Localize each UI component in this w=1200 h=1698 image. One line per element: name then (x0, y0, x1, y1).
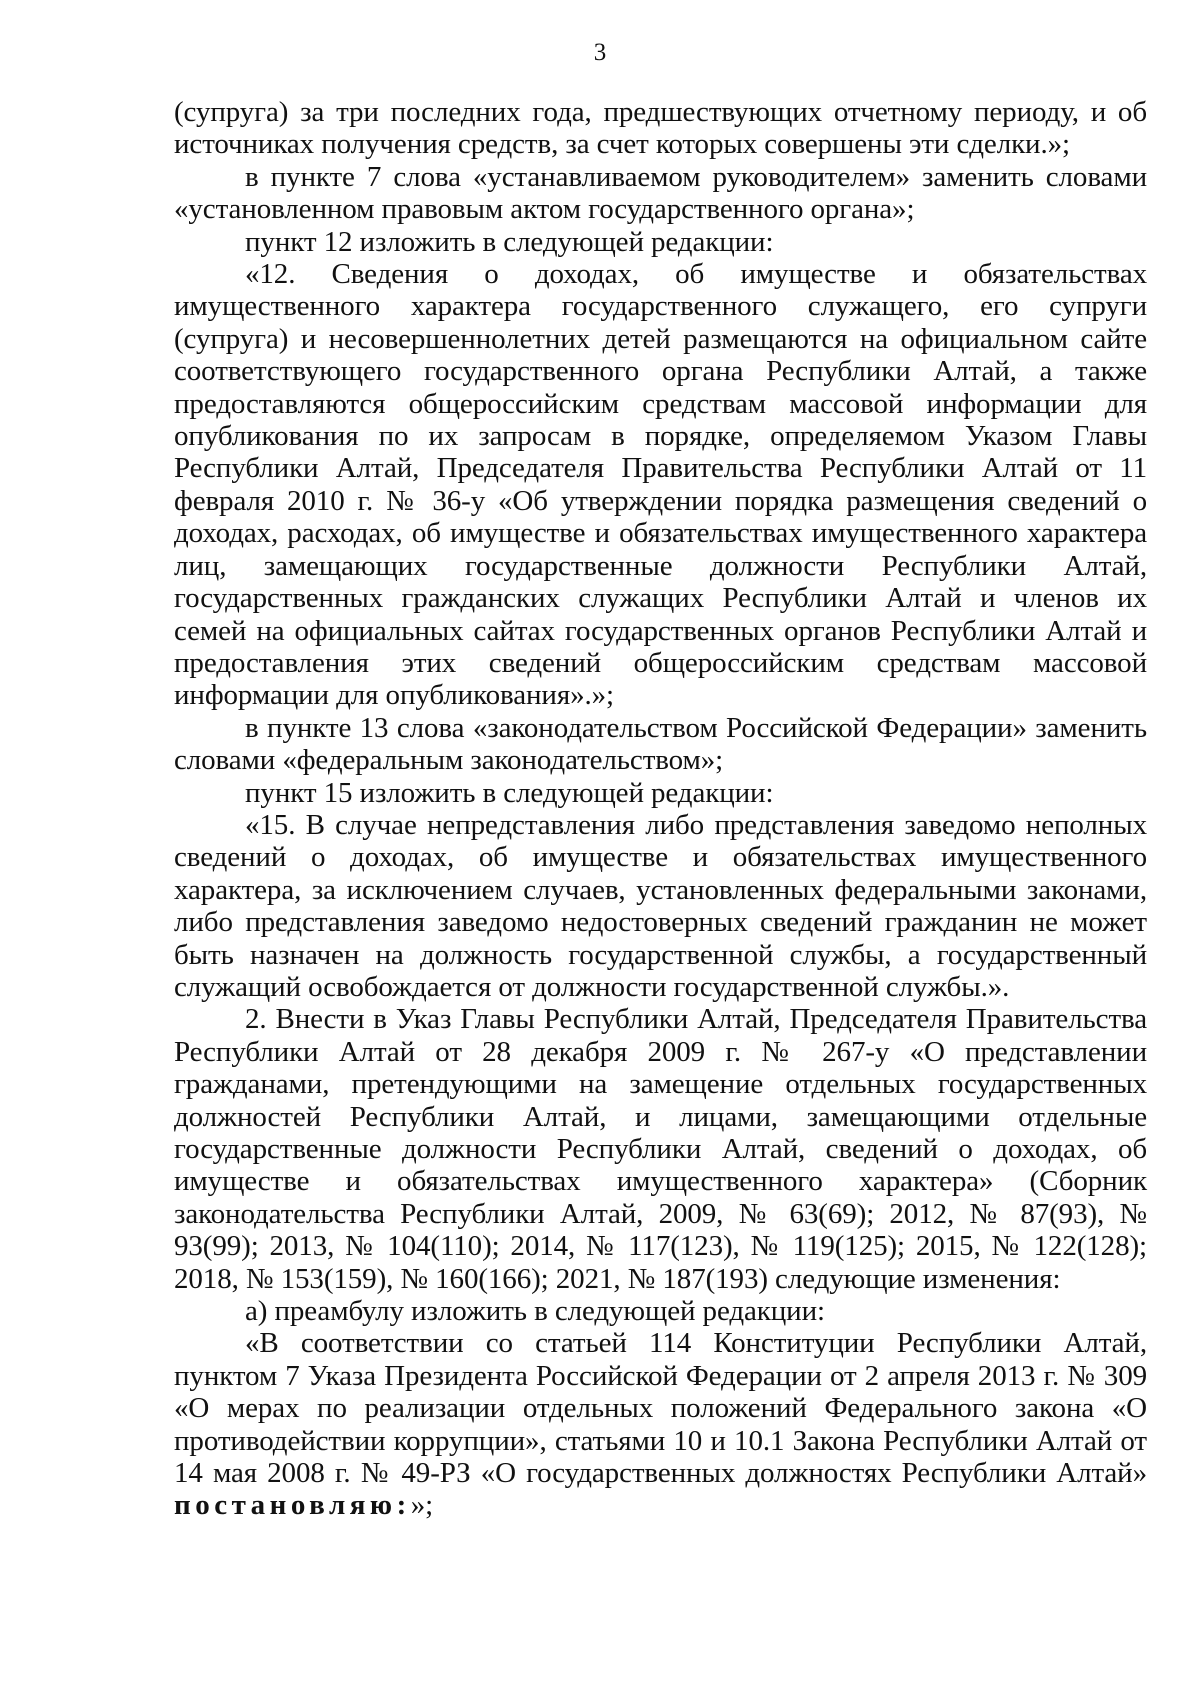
closing-line (174, 1489, 1147, 1521)
paragraph-continuation: (супруга) за три последних года, предшествующих отчетному периоду, и об источниках получения средств, за счет которых совершены эти сделки.»; (174, 96, 1147, 161)
paragraph-section-2: 2. Внести в Указ Главы Республики Алтай, Председателя Правительства Республики Алтай от 28 декабря 2009 г. № 267-у «О представлении гражданами, претендующими на замещение отдельных государственных должностей Республики Алтай, и лицами, замещающими отдельные государственные должности Республики Алтай, сведений о доходах, об имуществе и обязательствах имущественного характера» (Сборник законодательства Республики Алтай, 2009, № 63(69); 2012, № 87(93), № 93(99); 2013, № 104(110); 2014, № 117(123), № 119(125); 2015, № 122(128); 2018, № 153(159), № 160(166); 2021, № 187(193) следующие изменения: (174, 1003, 1147, 1295)
paragraph-preamble-text: «В соответствии со статьей 114 Конституции Республики Алтай, пунктом 7 Указа Президента Российской Федерации от 2 апреля 2013 г. № 309 «О мерах по реализации отдельных положений Федерального закона «О противодействии коррупции», статьями 10 и 10.1 Закона Республики Алтай от 14 мая 2008 г. № 49-РЗ «О государственных должностях Республики Алтай» (174, 1327, 1147, 1490)
paragraph-item-7: в пункте 7 слова «устанавливаемом руководителем» заменить словами «установленном правовым актом государственного органа»; (174, 160, 1147, 226)
paragraph-item-15-intro: пункт 15 изложить в следующей редакции: (245, 776, 774, 809)
page-number: 3 (593, 39, 607, 66)
paragraph-item-12-text: «12. Сведения о доходах, об имуществе и обязательствах имущественного характера государственного служащего, его супруги (супруга) и несовершеннолетних детей размещаются на официальном сайте соответствующего государственного органа Республики Алтай, а также предоставляются общероссийским средствам массовой информации для опубликования по их запросам в порядке, определяемом Указом Главы Республики Алтай, Председателя Правительства Республики Алтай от 11 февраля 2010 г. № 36-у «Об утверждении порядка размещения сведений о доходах, расходах, об имуществе и обязательствах имущественного характера лиц, замещающих государственные должности Республики Алтай, государственных гражданских служащих Республики Алтай и членов их семей на официальных сайтах государственных органов Республики Алтай и предоставления этих сведений общероссийским средствам массовой информации для опубликования».»; (174, 258, 1147, 712)
paragraph-preamble-intro: а) преамбулу изложить в следующей редакции: (245, 1295, 825, 1328)
paragraph-item-12-intro: пункт 12 изложить в следующей редакции: (245, 225, 774, 258)
paragraph-item-15-text: «15. В случае непредставления либо представления заведомо неполных сведений о доходах, об имуществе и обязательствах имущественного характера, за исключением случаев, установленных федеральными законами, либо представления заведомо недостоверных сведений гражданин не может быть назначен на должность государственной службы, а государственный служащий освобождается от должности государственной службы.». (174, 808, 1147, 1003)
document-body (174, 96, 1147, 1522)
paragraph-item-13: в пункте 13 слова «законодательством Российской Федерации» заменить словами «федеральным законодательством»; (174, 711, 1147, 777)
closing-suffix: »; (410, 1489, 434, 1522)
decree-word: постановляю: (174, 1489, 411, 1522)
